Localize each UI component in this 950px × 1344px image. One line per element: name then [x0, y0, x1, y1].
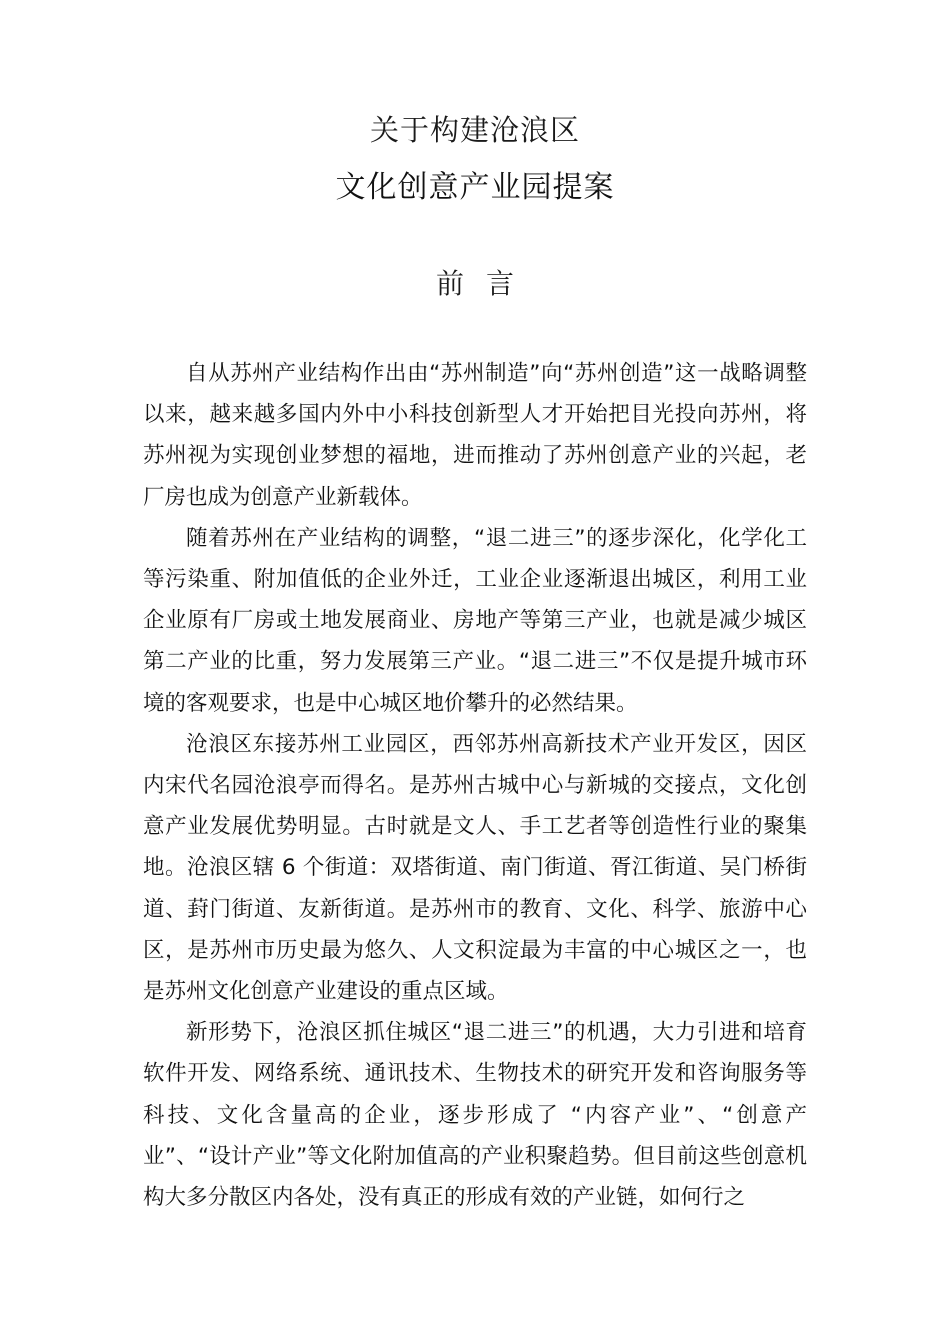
document-title-line2: 文化创意产业园提案	[335, 170, 615, 205]
document-body	[143, 353, 807, 1218]
paragraph: 自从苏州产业结构作出由“苏州制造”向“苏州创造”这一战略调整以来，越来越多国内外中小科技创新型人才开始把目光投向苏州，将苏州视为实现创业梦想的福地，进而推动了苏州创意产业的兴起，老厂房也成为创意产业新载体。	[143, 361, 807, 510]
paragraph: 新形势下，沧浪区抓住城区“退二进三”的机遇，大力引进和培育软件开发、网络系统、通讯技术、生物技术的研究开发和咨询服务等科技、文化含量高的企业，逐步形成了 “内容产业”、“创意产业”、“设计产业”等文化附加值高的产业积聚趋势。但目前这些创意机构大多分散区内各处，没有真正的形成有效的产业链，如何行之	[143, 1020, 807, 1211]
document-title-line1: 关于构建沧浪区	[369, 113, 580, 147]
paragraph: 随着苏州在产业结构的调整，“退二进三”的逐步深化，化学化工等污染重、附加值低的企业外迁，工业企业逐渐退出城区，利用工业企业原有厂房或土地发展商业、房地产等第三产业，也就是减少城区第二产业的比重，努力发展第三产业。“退二进三”不仅是提升城市环境的客观要求，也是中心城区地价攀升的必然结果。	[143, 525, 807, 716]
section-heading-preface: 前言	[435, 267, 536, 300]
paragraph: 沧浪区东接苏州工业园区，西邻苏州高新技术产业开发区，因区内宋代名园沧浪亭而得名。是苏州古城中心与新城的交接点，文化创意产业发展优势明显。古时就是文人、手工艺者等创造性行业的聚集地。沧浪区辖 6 个街道：双塔街道、南门街道、胥江街道、吴门桥街道、葑门街道、友新街道。是苏州市的教育、文化、科学、旅游中心区，是苏州市历史最为悠久、人文积淀最为丰富的中心城区之一，也是苏州文化创意产业建设的重点区域。	[143, 731, 807, 1005]
